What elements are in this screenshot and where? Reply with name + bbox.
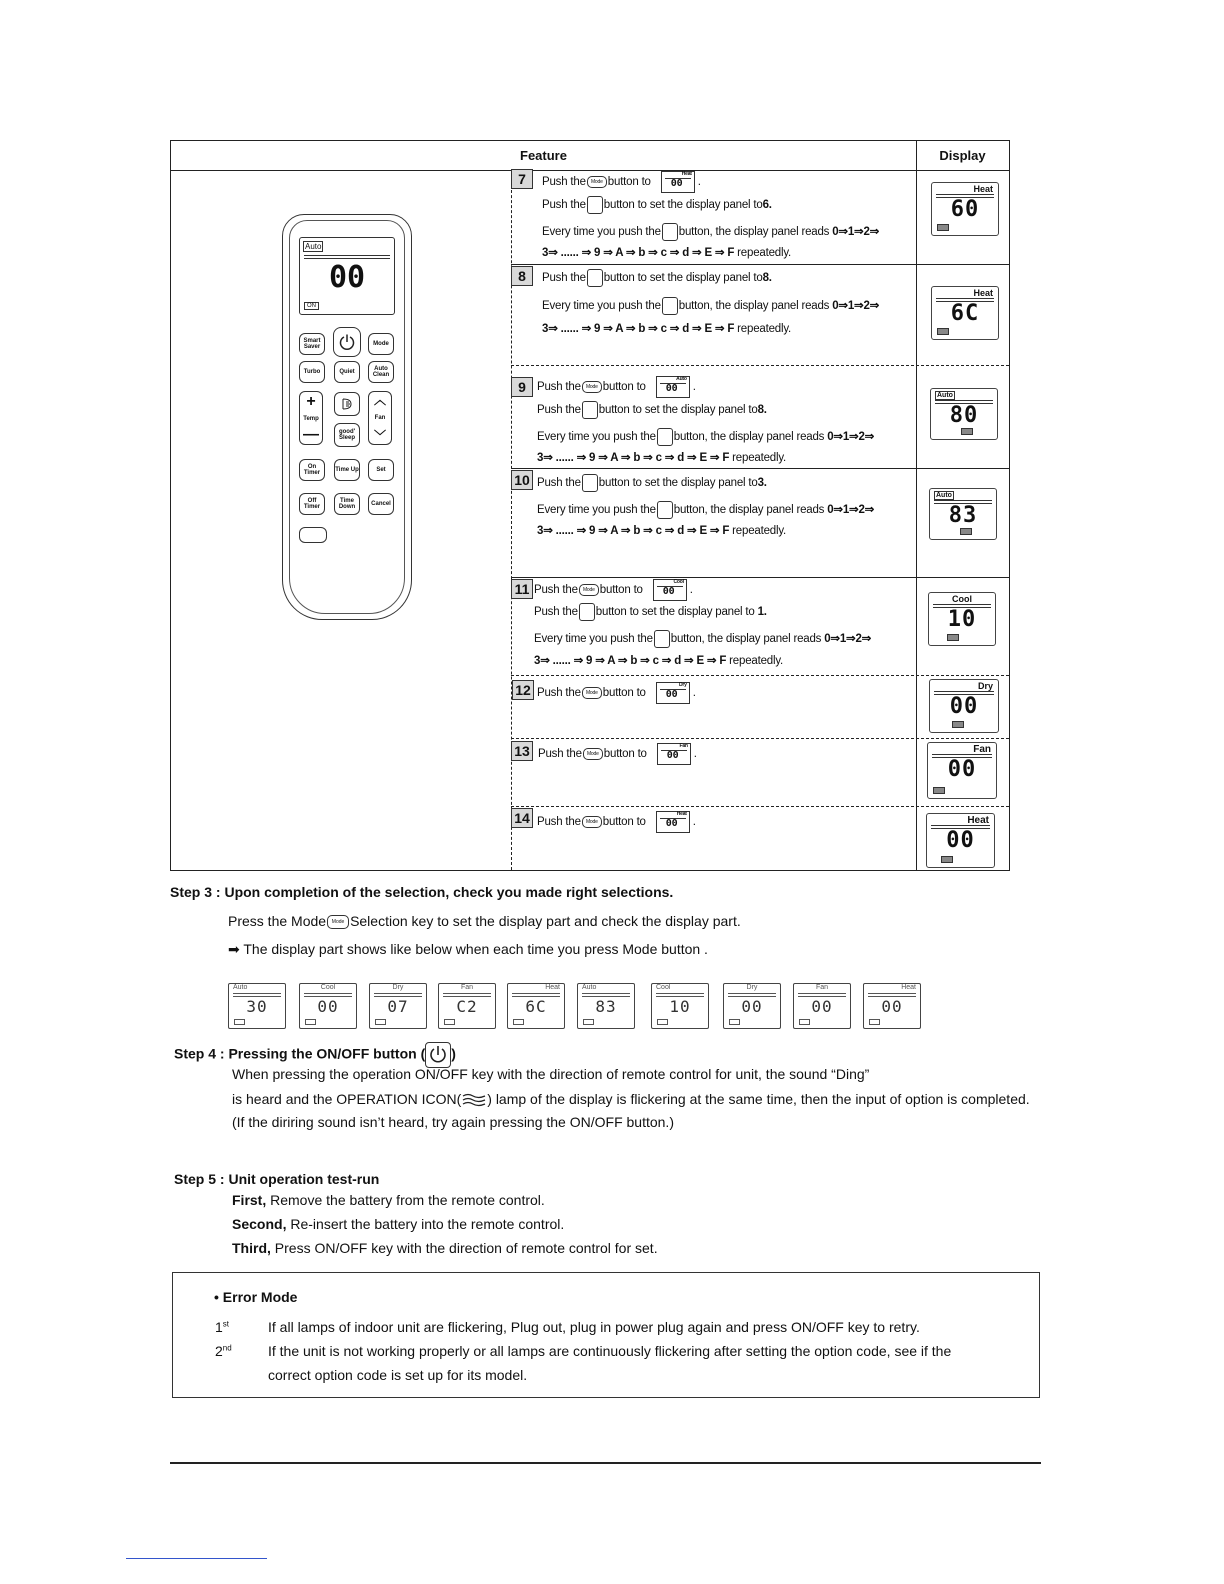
down-button-icon bbox=[579, 603, 595, 621]
error-item-2-number: 2nd bbox=[215, 1343, 232, 1359]
display-mode-label: Auto bbox=[936, 492, 952, 499]
mode-button-icon: Mode bbox=[327, 915, 349, 929]
step-8-line-3: 3⇒ ...... ⇒ 9 ⇒ A ⇒ b ⇒ c ⇒ d ⇒ E ⇒ F repeatedly. bbox=[542, 323, 792, 335]
step-4-title: Step 4 : Pressing the ON/OFF button ( ) bbox=[174, 1042, 456, 1068]
time-up-button[interactable]: Time Up bbox=[334, 459, 360, 481]
step-7-line-1: Push the Mode button to Heat 00 . bbox=[542, 171, 701, 193]
turbo-button[interactable]: Turbo bbox=[299, 361, 325, 383]
down-button-icon bbox=[657, 428, 673, 446]
minus-icon: — bbox=[303, 426, 319, 443]
good-sleep-button[interactable]: good' Sleep bbox=[334, 423, 360, 447]
on-indicator bbox=[961, 428, 973, 435]
mini-lcd-icon: Auto 00 bbox=[656, 376, 690, 398]
step-4-line-1: When pressing the operation ON/OFF key with the direction of remote control for unit, the sound “Ding” bbox=[232, 1066, 870, 1082]
mode-button-icon: Mode bbox=[582, 687, 602, 699]
lcd-line bbox=[304, 258, 390, 259]
display-mode-label: Heat bbox=[967, 815, 989, 826]
chevron-down-icon: ﹀ bbox=[373, 429, 386, 443]
display-mode-label: Auto bbox=[937, 392, 953, 399]
on-timer-button[interactable]: On Timer bbox=[299, 459, 325, 481]
mode-button-icon: Mode bbox=[582, 816, 602, 828]
time-down-button[interactable]: Time Down bbox=[334, 493, 360, 515]
display-column-divider bbox=[916, 141, 917, 870]
step-number: 14 bbox=[511, 808, 533, 828]
step-8-line-2: Every time you push the button, the display panel reads 0⇒1⇒2⇒ bbox=[542, 297, 879, 315]
lcd-line bbox=[304, 255, 390, 256]
display-mode-label: Heat bbox=[973, 184, 993, 194]
mode-sequence-display: Fan C2 bbox=[438, 983, 496, 1029]
step-3-line-1: Press the Mode Mode Selection key to set the display part and check the display part. bbox=[228, 913, 741, 929]
mode-sequence-display: Heat 00 bbox=[863, 983, 921, 1029]
mode-button-icon: Mode bbox=[579, 584, 599, 596]
step-3-title: Step 3 : Upon completion of the selection, check you made right selections. bbox=[170, 884, 674, 900]
power-icon bbox=[338, 333, 356, 351]
step-5-second: Second, Re-insert the battery into the remote control. bbox=[232, 1216, 565, 1232]
mini-lcd-icon: Dry 00 bbox=[656, 682, 690, 704]
error-item-1-number: 1st bbox=[215, 1319, 230, 1335]
plus-icon: + bbox=[306, 393, 316, 410]
step-11-line-3: Every time you push the button, the display panel reads 0⇒1⇒2⇒ bbox=[534, 630, 871, 648]
temp-rocker[interactable] bbox=[299, 391, 323, 445]
row-divider bbox=[511, 468, 1009, 469]
mode-sequence-display: Fan 00 bbox=[793, 983, 851, 1029]
display-digits: 6C bbox=[950, 301, 980, 326]
down-button-icon bbox=[662, 223, 678, 241]
on-indicator bbox=[947, 634, 959, 641]
row-divider bbox=[511, 264, 1009, 265]
display-panel bbox=[930, 388, 998, 440]
display-panel bbox=[929, 679, 999, 733]
remote-lcd-mode: Auto bbox=[305, 242, 322, 251]
set-button[interactable]: Set bbox=[368, 459, 394, 481]
step-5-title: Step 5 : Unit operation test-run bbox=[174, 1171, 380, 1187]
mode-button-icon: Mode bbox=[587, 176, 607, 188]
step-number: 8 bbox=[511, 266, 533, 286]
step-3-line-2: ➡ The display part shows like below when each time you press Mode button . bbox=[228, 941, 708, 957]
mode-sequence-display: Cool 10 bbox=[651, 983, 709, 1029]
step-11-line-4: 3⇒ ...... ⇒ 9 ⇒ A ⇒ b ⇒ c ⇒ d ⇒ E ⇒ F repeatedly. bbox=[534, 655, 784, 667]
header-display: Display bbox=[916, 141, 1009, 171]
step-number: 11 bbox=[511, 579, 533, 599]
mini-lcd-icon: Cool 00 bbox=[653, 579, 687, 601]
up-button-icon bbox=[582, 474, 598, 492]
footer-rule bbox=[170, 1462, 1041, 1464]
down-button-icon bbox=[582, 401, 598, 419]
display-mode-label: Heat bbox=[973, 288, 993, 298]
display-digits: 80 bbox=[949, 403, 979, 428]
remote-lcd bbox=[299, 237, 395, 315]
smart-saver-button[interactable]: Smart Saver bbox=[299, 333, 325, 355]
display-panel bbox=[931, 182, 999, 236]
row-divider bbox=[511, 365, 1009, 366]
step-7-line-4: 3⇒ ...... ⇒ 9 ⇒ A ⇒ b ⇒ c ⇒ d ⇒ E ⇒ F repeatedly. bbox=[542, 247, 792, 259]
off-timer-button[interactable]: Off Timer bbox=[299, 493, 325, 515]
header-feature: Feature bbox=[171, 141, 916, 171]
mini-lcd-icon: Heat 00 bbox=[661, 171, 695, 193]
display-panel bbox=[929, 488, 997, 540]
down-button-icon bbox=[587, 196, 603, 214]
display-mode-label: Dry bbox=[977, 681, 993, 691]
mode-sequence-display: Dry 00 bbox=[723, 983, 781, 1029]
power-icon bbox=[426, 1043, 450, 1067]
step-4-line-3: (If the diriring sound isn’t heard, try again pressing the ON/OFF button.) bbox=[232, 1114, 674, 1130]
step-7-line-2: Push the button to set the display panel to6. bbox=[542, 196, 772, 214]
display-digits: 00 bbox=[949, 694, 979, 719]
mini-lcd-icon: Fan 00 bbox=[657, 743, 691, 765]
display-panel bbox=[928, 592, 996, 646]
step-10-line-1: Push the button to set the display panel to3. bbox=[537, 474, 767, 492]
up-button-icon bbox=[587, 269, 603, 287]
display-panel bbox=[931, 286, 999, 340]
step-5-third: Third, Press ON/OFF key with the direction of remote control for set. bbox=[232, 1240, 658, 1256]
display-digits: 00 bbox=[947, 757, 977, 782]
step-9-line-2: Push the button to set the display panel to8. bbox=[537, 401, 767, 419]
step-4-line-2: is heard and the OPERATION ICON( ) lamp of the display is flickering at the same time, then the input of option is completed. bbox=[232, 1091, 1030, 1107]
error-mode-title: • Error Mode bbox=[214, 1289, 298, 1305]
step-number: 9 bbox=[511, 377, 533, 397]
power-button-icon bbox=[425, 1042, 451, 1068]
fan-label: Fan bbox=[374, 415, 386, 421]
step-number: 7 bbox=[511, 169, 533, 189]
quiet-button[interactable]: Quiet bbox=[334, 361, 360, 383]
step-number: 10 bbox=[511, 470, 533, 490]
step-8-line-1: Push the button to set the display panel to8. bbox=[542, 269, 772, 287]
mode-button[interactable]: Mode bbox=[368, 333, 394, 355]
error-item-1-text: If all lamps of indoor unit are flickering, Plug out, plug in power plug again and press ON/OFF key to retry. bbox=[268, 1319, 920, 1335]
row-divider bbox=[511, 675, 1009, 676]
mode-button-icon: Mode bbox=[582, 381, 602, 393]
on-indicator bbox=[960, 528, 972, 535]
on-indicator bbox=[952, 721, 964, 728]
on-indicator bbox=[933, 787, 945, 794]
step-10-line-2: Every time you push the button, the display panel reads 0⇒1⇒2⇒ bbox=[537, 501, 874, 519]
display-digits: 83 bbox=[948, 503, 978, 528]
step-9-line-3: Every time you push the button, the display panel reads 0⇒1⇒2⇒ bbox=[537, 428, 874, 446]
display-panel bbox=[926, 813, 995, 868]
display-mode-label: Cool bbox=[952, 594, 972, 604]
fan-rocker[interactable] bbox=[368, 391, 392, 445]
up-button-icon bbox=[662, 297, 678, 315]
auto-clean-button[interactable]: Auto Clean bbox=[368, 361, 394, 383]
mini-lcd-icon: Heat 00 bbox=[656, 811, 690, 833]
swing-icon bbox=[340, 397, 354, 411]
cancel-button[interactable]: Cancel bbox=[368, 493, 394, 515]
power-button[interactable] bbox=[333, 327, 361, 357]
swing-button[interactable] bbox=[334, 392, 360, 416]
mode-sequence-display: Auto 83 bbox=[577, 983, 635, 1029]
mode-sequence-display: Heat 6C bbox=[507, 983, 565, 1029]
footer-link-underline bbox=[126, 1558, 267, 1559]
mode-sequence-display: Auto 30 bbox=[228, 983, 286, 1029]
step-13-line-1: Push the Mode button to Fan 00 . bbox=[538, 743, 697, 765]
remote-lcd-on-indicator: ON bbox=[304, 302, 319, 310]
display-digits: 00 bbox=[946, 828, 975, 853]
step-14-line-1: Push the Mode button to Heat 00 . bbox=[537, 811, 696, 833]
down-button-icon bbox=[654, 630, 670, 648]
display-panel bbox=[927, 742, 997, 799]
display-mode-label: Fan bbox=[973, 744, 991, 755]
temp-label: Temp bbox=[303, 416, 319, 422]
chevron-up-icon: ︿ bbox=[373, 393, 386, 407]
up-button-icon bbox=[657, 501, 673, 519]
step-number: 12 bbox=[512, 680, 534, 700]
step-7-line-3: Every time you push the button, the display panel reads 0⇒1⇒2⇒ bbox=[542, 223, 879, 241]
display-digits: 60 bbox=[950, 197, 980, 222]
mode-button-icon: Mode bbox=[583, 748, 603, 760]
step-number: 13 bbox=[511, 741, 533, 761]
mode-sequence-display: Dry 07 bbox=[369, 983, 427, 1029]
step-9-line-1: Push the Mode button to Auto 00 . bbox=[537, 376, 696, 398]
row-divider bbox=[511, 577, 1009, 578]
operation-wave-icon bbox=[461, 1093, 487, 1107]
step-11-line-2: Push the button to set the display panel to 1. bbox=[534, 603, 767, 621]
display-digits: 10 bbox=[947, 607, 977, 632]
mode-sequence-display: Cool 00 bbox=[299, 983, 357, 1029]
step-10-line-3: 3⇒ ...... ⇒ 9 ⇒ A ⇒ b ⇒ c ⇒ d ⇒ E ⇒ F repeatedly. bbox=[537, 525, 787, 537]
remote-lcd-digits: 00 bbox=[328, 260, 366, 295]
error-item-2-text-cont: correct option code is set up for its model. bbox=[268, 1367, 528, 1383]
error-item-2-text: If the unit is not working properly or all lamps are continuously flickering after setting the option code, see if the bbox=[268, 1343, 952, 1359]
on-indicator bbox=[937, 224, 949, 231]
step-12-line-1: Push the Mode button to Dry 00 . bbox=[537, 682, 696, 704]
row-divider bbox=[511, 738, 1009, 739]
remote-control bbox=[282, 214, 412, 620]
on-indicator bbox=[937, 328, 949, 335]
step-5-first: First, Remove the battery from the remote control. bbox=[232, 1192, 545, 1208]
step-11-line-1: Push the Mode button to Cool 00 . bbox=[534, 579, 693, 601]
row-divider bbox=[511, 806, 1009, 807]
step-9-line-4: 3⇒ ...... ⇒ 9 ⇒ A ⇒ b ⇒ c ⇒ d ⇒ E ⇒ F repeatedly. bbox=[537, 452, 787, 464]
blank-button[interactable] bbox=[299, 527, 327, 543]
on-indicator bbox=[941, 856, 953, 863]
